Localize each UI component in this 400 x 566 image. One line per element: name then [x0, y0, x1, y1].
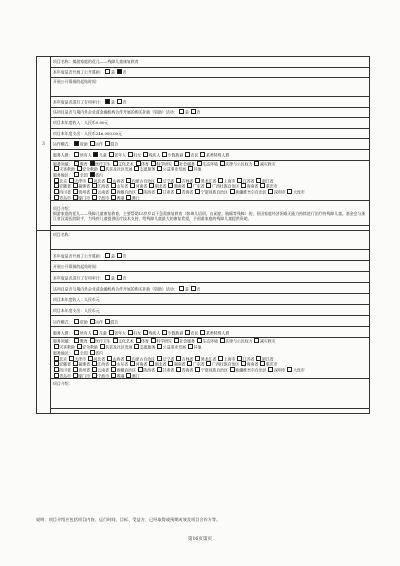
p2-target-row: 服务人群： 所有人 儿童 老年人 妇女 残疾人 少数族裔 农民 某类特殊人群 [37, 327, 370, 338]
p2-operation-row: 运作模式： 资助 运作 混合 [37, 316, 370, 327]
p2-expense-row: 项目本年度支出：人民币元 [37, 305, 370, 316]
p1-audit-no-checkbox [117, 99, 122, 104]
p1-joint-yes-checkbox [179, 109, 184, 114]
p2-year-public-row: 本年度是否开展了公开募捐： 是 否 [37, 250, 370, 261]
page-number: 第16页第页 [187, 537, 213, 542]
p1-start-date-label: 开展公开募捐的起始时间： [51, 78, 370, 97]
p1-audit-row: 本年度是否进行了专项审计： 是 否 [37, 97, 370, 108]
project-form-table [36, 56, 370, 414]
p2-number [37, 231, 51, 414]
p1-number: 3 [37, 57, 51, 231]
p1-target-row: 服务人群： 所有人 儿童 老年人 妇女 残疾人 少数族裔 农民 某类特殊人群 [37, 149, 370, 160]
p2-description-row: 项目介绍： [37, 379, 370, 409]
p1-year-public-row: 本年度是否开展了公开募捐： 是 否 [37, 67, 370, 78]
p1-income-row: 项目本年度收入：人民币0.00元 [37, 118, 370, 129]
p2-audit-row: 本年度是否进行了专项审计： 是 否 [37, 272, 370, 283]
p1-op-3-checkbox [105, 141, 110, 146]
p2-income-row: 项目本年度收入：人民币元 [37, 294, 370, 305]
p2-name-row: 项目名称： [37, 231, 370, 250]
p1-operation-row: 运作模式： 资助 运作 混合 [37, 139, 370, 150]
p1-name-row [37, 57, 370, 68]
p1-joint-row: 该项目是否与境内外企业或金融机构合作开展的购买补助（资助）活动： 是 否 [37, 107, 370, 118]
p2-joint-row: 该项目是否与境内外企业或金融机构合作开展的购买补助（资助）活动： 是 否 [37, 283, 370, 294]
table-footnote: 说明：项目介绍应包括项目内容、运行时间、目标、受益方、已经取得或预期成效及项目合作方等。 [36, 517, 221, 522]
p2-start-date-row: 开展公开募捐的起始时间： [37, 261, 370, 272]
p1-year-public-yes-checkbox [105, 69, 110, 74]
p1-audit-yes-checkbox [105, 99, 110, 104]
p1-joint-no-checkbox [191, 109, 196, 114]
p1-start-date-row [37, 78, 370, 97]
p1-op-1-checkbox [74, 141, 79, 146]
p2-blank-row [37, 409, 370, 414]
p1-year-public-no-checkbox [117, 69, 122, 74]
p1-op-2-checkbox [90, 141, 95, 146]
p2-field-area-row: 服务领域： 教育 医疗卫生 文化艺术 体育 科学研究 社会服务 生态环境 法律与公民权力 减灾救灾 灾害救助 安全救助 扶贫及社区发展 志愿服务 公益事业发展 其他 服务地区： 全国 省内 北京 天津市 河北省 山西省 内蒙古自治区 辽宁省 吉林省 黑龙江省 上海市 江苏省 浙江省 安徽省 福建省 江西省 山东省 河南省 湖北省 湖南省 广东省 广西壮族自治区 海南省 重庆市 四川省 贵州省 云南省 西藏自治区 陕西省 甘肃省 青海省 宁夏回族自治区 新疆维吾尔自治区 深圳市 大连市 青岛市 厦门市 宁波市 香港 澳门 [37, 338, 370, 379]
p1-name: 项目名称：揭游家庭的花儿——残障儿童康复救育 [51, 57, 370, 68]
p1-field-area-row: 服务领域： 教育 医疗卫生 文化艺术 体育 科学研究 社会服务 生态环境 法律与公民权力 减灾救灾 灾害救助 安全救助 扶贫及社区发展 志愿服务 公益事业发展 其他 服务地区： 全国 省内 北京 天津市 河北省 山西省 内蒙古自治区 辽宁省 吉林省 黑龙江省 上海市 江苏省 浙江省 安徽省 福建省 江西省 山东省 河南省 湖北省 湖南省 广东省 广西壮族自治区 海南省 重庆市 四川省 贵州省 云南省 西藏自治区 陕西省 甘肃省 青海省 宁夏回族自治区 新疆维吾尔自治区 深圳市 大连市 青岛市 厦门市 宁波市 香港 澳门 [37, 160, 370, 201]
p1-expense-row: 项目本年度支出：人民币246,000.00元 [37, 128, 370, 139]
p1-description-row: 项目介绍： 揭游家庭的花儿——残障儿童康复救育，主要帮助15岁岁以下急需康复救育（如聋儿语训，自闭症，脑瘫等残障）的，但因家庭经济困难无能力持续进行治疗的残障儿童。基金会与浙江省汉诺医院联手，为残疾儿童提供医疗技术支持，给残障儿童最大的康复希望，予困难家庭的残障儿童提供资助。 [37, 201, 370, 226]
